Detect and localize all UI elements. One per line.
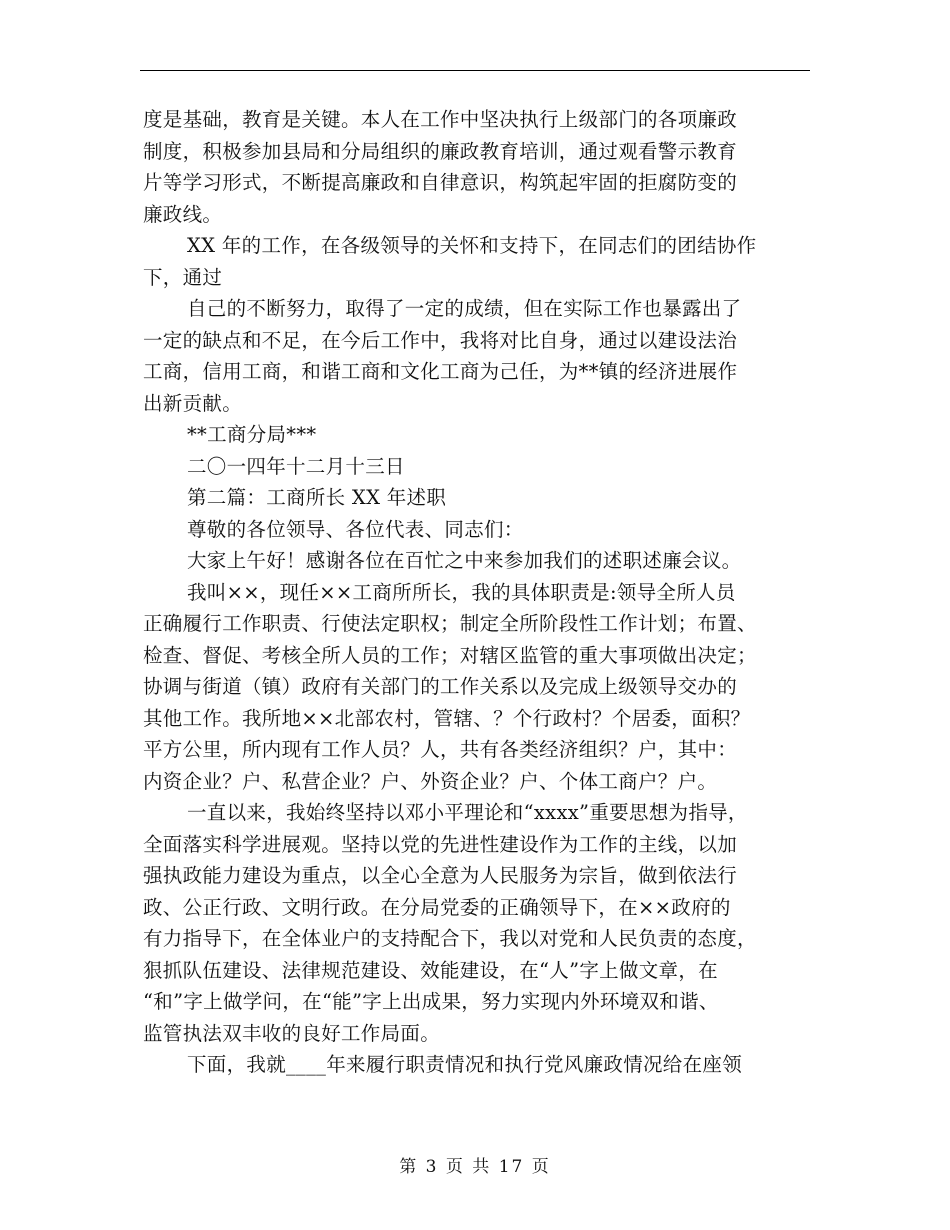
text-line: 其他工作。我所地××北部农村，管辖、？个行政村？个居委，面积？	[143, 706, 751, 730]
text-line: 全面落实科学进展观。坚持以党的先进性建设作为工作的主线，以加	[143, 832, 738, 856]
section-heading: 第二篇：工商所长 XX 年述职	[187, 486, 447, 509]
text-line: 一直以来，我始终坚持以邓小平理论和“xxxx”重要思想为指导，	[187, 801, 748, 824]
salutation: 尊敬的各位领导、各位代表、同志们：	[187, 517, 524, 541]
text-line: 大家上午好！感谢各位在百忙之中来参加我们的述职述廉会议。	[187, 549, 742, 572]
text-line: 监管执法双丰收的良好工作局面。	[143, 1021, 441, 1045]
header-rule	[140, 70, 810, 71]
text-line: 出新贡献。	[143, 391, 243, 415]
text-line: 有力指导下，在全体业户的支持配合下，我以对党和人民负责的态度，	[143, 927, 757, 950]
text-line: 一定的缺点和不足，在今后工作中，我将对比自身，通过以建设法治	[143, 328, 738, 352]
text-line: 强执政能力建设为重点，以全心全意为人民服务为宗旨，做到依法行	[143, 864, 738, 887]
text-line: “和”字上做学问，在“能”字上出成果，努力实现内外环境双和谐、	[143, 990, 719, 1013]
text-line: 狠抓队伍建设、法律规范建设、效能建设，在“人”字上做文章，在	[143, 958, 718, 982]
text-line: 检查、督促、考核全所人员的工作；对辖区监管的重大事项做出决定；	[143, 643, 757, 667]
text-line: XX 年的工作，在各级领导的关怀和支持下，在同志们的团结协作	[187, 234, 757, 257]
page-number-footer: 第 3 页 共 17 页	[399, 1157, 551, 1177]
text-line: 下面，我就____年来履行职责情况和执行党风廉政情况给在座领	[187, 1053, 742, 1076]
signature-line: **工商分局***	[187, 423, 317, 446]
text-line: 正确履行工作职责、行使法定职权；制定全所阶段性工作计划；布置、	[143, 612, 757, 635]
text-line: 平方公里，所内现有工作人员？人，共有各类经济组织？户，其中：	[143, 738, 738, 761]
text-line: 工商，信用工商，和谐工商和文化工商为己任，为**镇的经济进展作	[143, 360, 738, 383]
text-line: 政、公正行政、文明行政。在分局党委的正确领导下，在××政府的	[143, 895, 731, 919]
text-line: 度是基础，教育是关键。本人在工作中坚决执行上级部门的各项廉政	[143, 108, 738, 131]
text-line: 自己的不断努力，取得了一定的成绩，但在实际工作也暴露出了	[187, 297, 742, 320]
text-line: 廉政线。	[143, 202, 223, 226]
text-line: 我叫××，现任××工商所所长，我的具体职责是:领导全所人员	[187, 580, 736, 604]
date-line: 二〇一四年十二月十三日	[187, 454, 405, 478]
document-body	[143, 104, 813, 1081]
text-line: 制度，积极参加县局和分局组织的廉政教育培训，通过观看警示教育	[143, 139, 738, 163]
text-line: 片等学习形式，不断提高廉政和自律意识，构筑起牢固的拒腐防变的	[143, 171, 738, 194]
text-line: 内资企业？户、私营企业？户、外资企业？户、个体工商户？户。	[143, 769, 718, 793]
text-line: 下，通过	[143, 265, 223, 289]
text-line: 协调与街道（镇）政府有关部门的工作关系以及完成上级领导交办的	[143, 675, 738, 698]
